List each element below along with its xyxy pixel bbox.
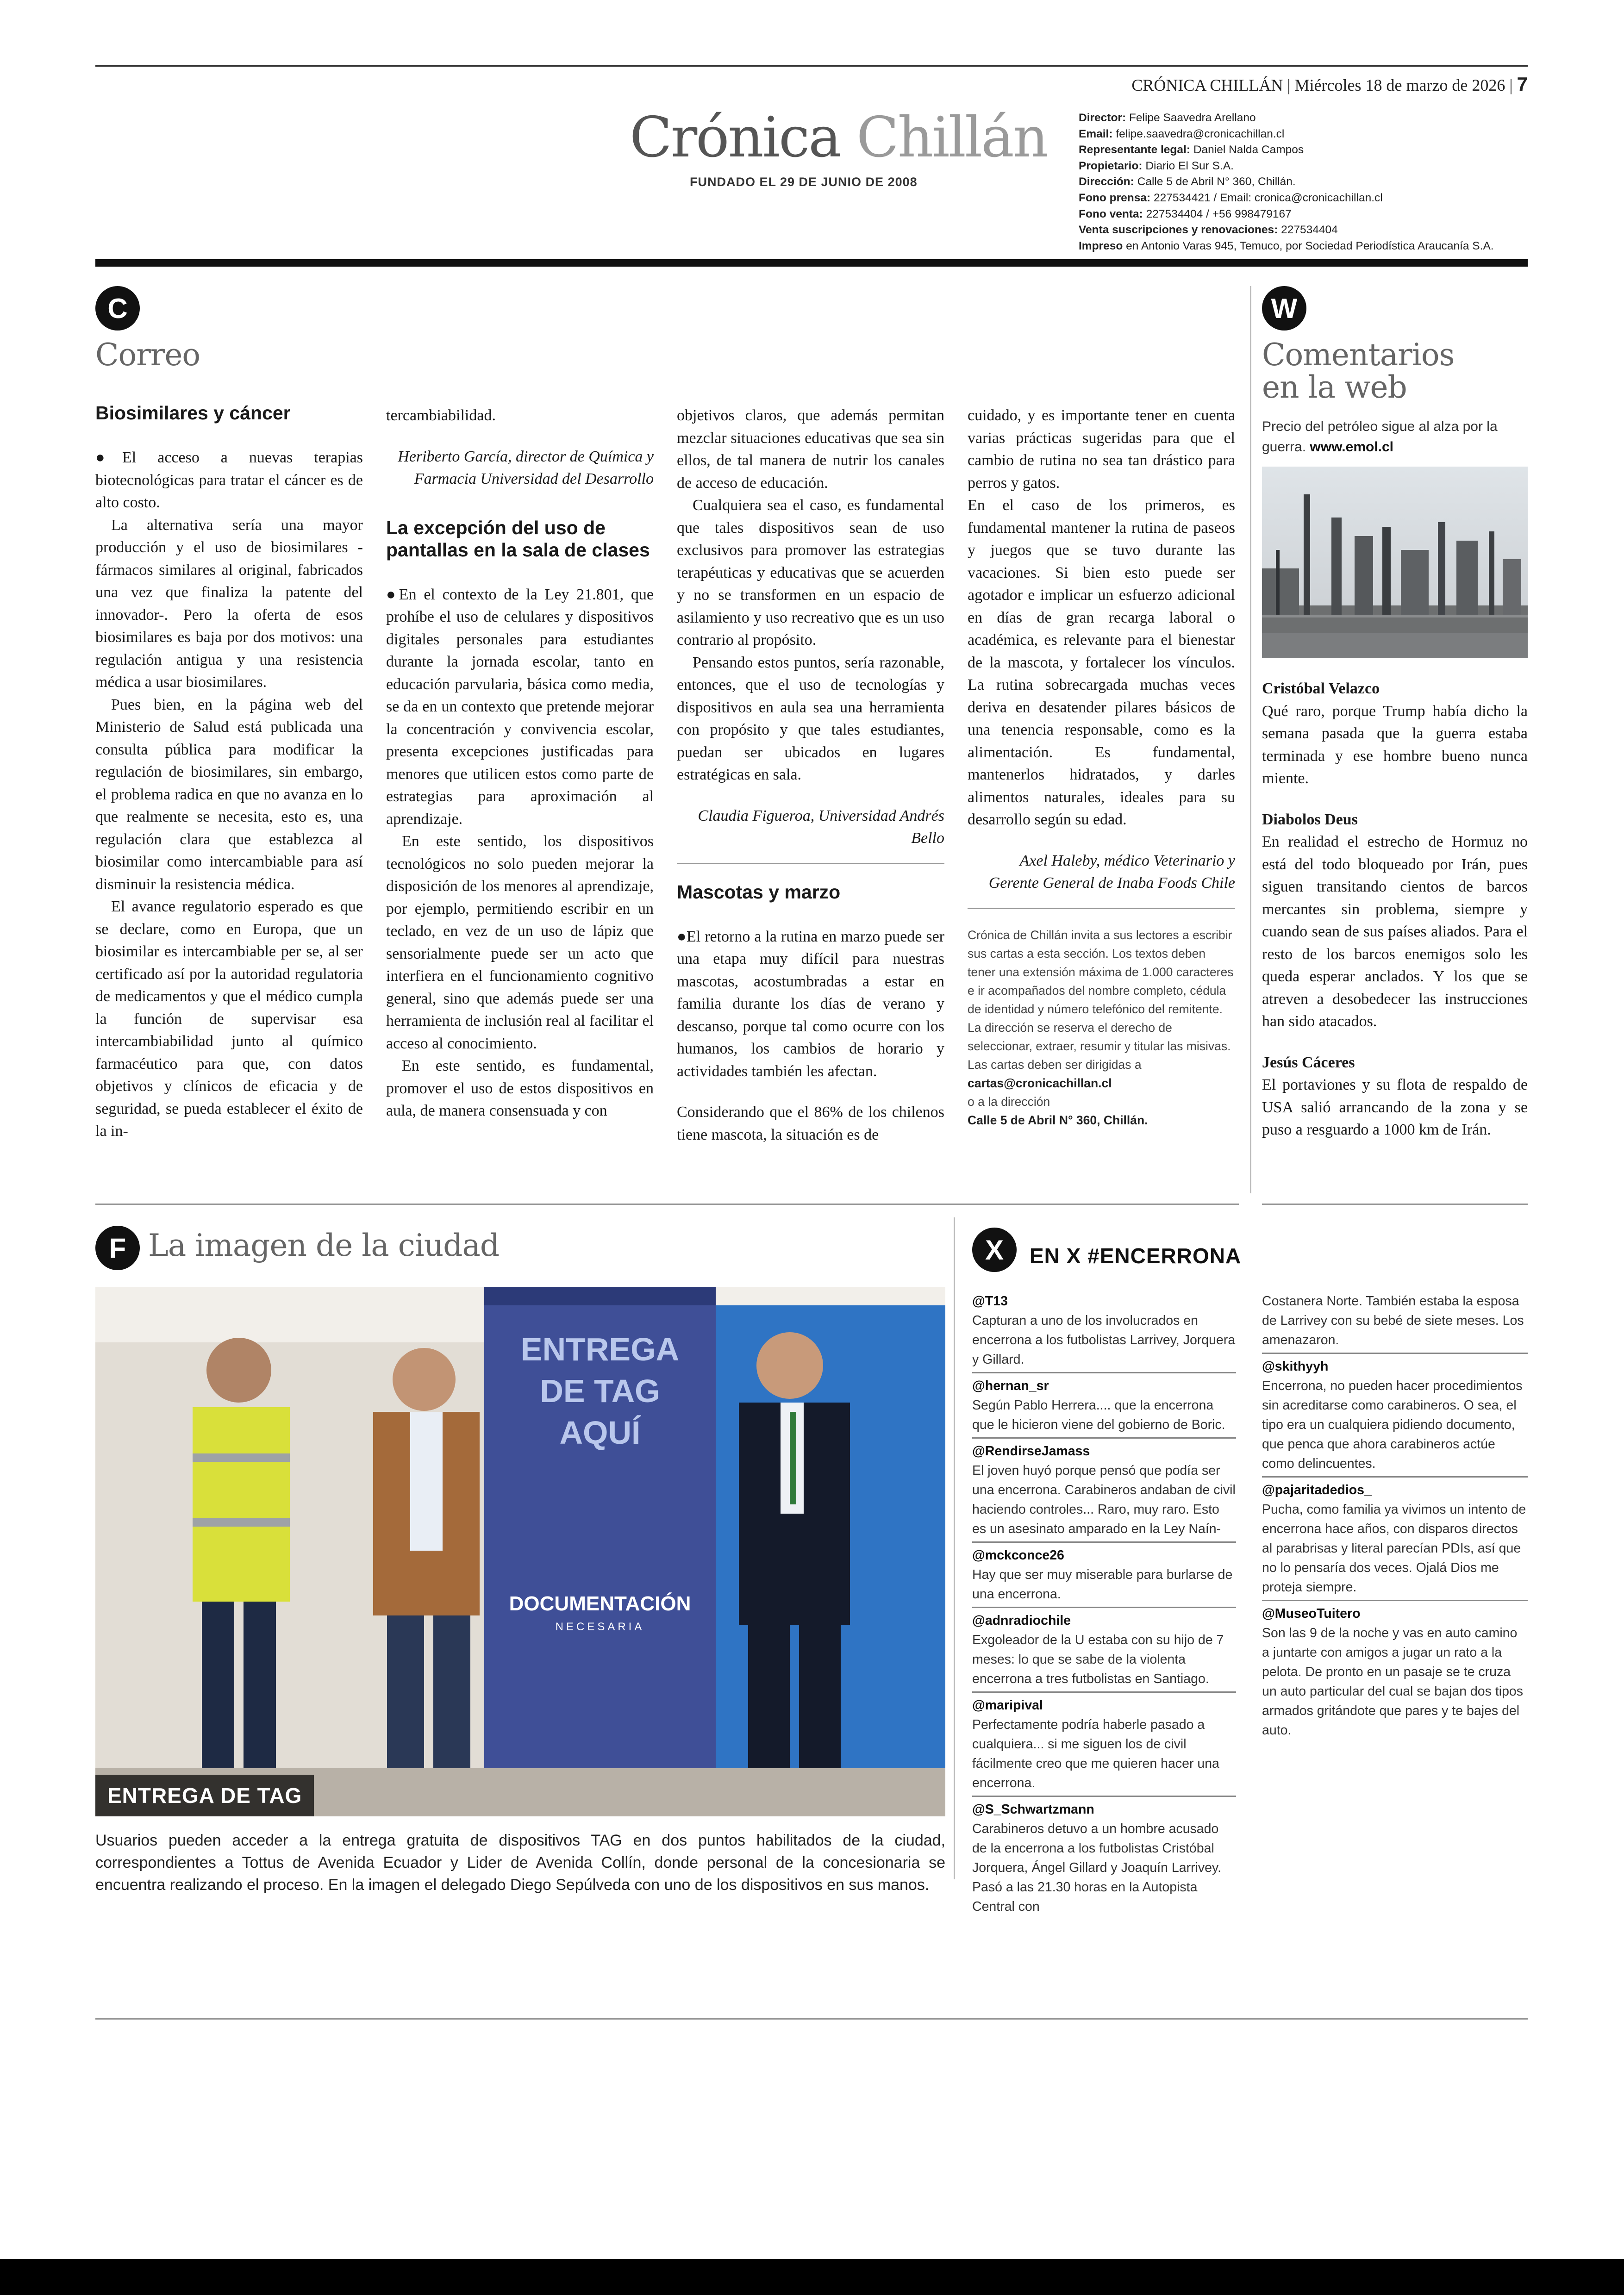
column-divider xyxy=(677,863,944,864)
staff-value: Diario El Sur S.A. xyxy=(1145,159,1234,172)
web-column-divider xyxy=(1250,286,1251,1193)
comment-text: El portaviones y su flota de respaldo de USA salió arrancando de la zona y se puso a resguardo a 1000 km de Irán. xyxy=(1262,1076,1528,1138)
bullet-icon: ● xyxy=(677,927,687,945)
letter-text: En el contexto de la Ley 21.801, que prohíbe el uso de celulares y dispositivos digitales personales para estudiantes durante la jornada escolar, tanto en educación parvularia, básica como media, se da en un contexto que pretende mejorar la concentración y convivencia escolar, presenta excepciones justificadas para menores que utilicen estos como parte de estrategias para aproximación al aprendizaje. xyxy=(386,586,654,828)
bottom-band xyxy=(0,2259,1624,2295)
tweet-handle[interactable]: @adnradiochile xyxy=(972,1607,1236,1630)
banner-text xyxy=(512,1328,688,1453)
staff-value: Felipe Saavedra Arellano xyxy=(1129,112,1256,124)
web-title-line: en la web xyxy=(1262,369,1407,405)
banner-doc xyxy=(493,1592,706,1639)
column-divider xyxy=(968,908,1235,909)
correo-column-3 xyxy=(677,405,944,1146)
photo-caption: Usuarios pueden acceder a la entrega gratuita de dispositivos TAG en dos puntos habilitados de la ciudad, correspondientes a Tottus de Avenida Ecuador y Lider de Avenida Collín, donde personal de la concesionaria se encuentra realizando el proceso. En la imagen el delegado Diego Sepúlveda con uno de los dispositivos en sus manos. xyxy=(95,1832,945,1894)
staff-label: Fono venta: xyxy=(1079,207,1143,220)
bullet-icon: ● xyxy=(386,585,399,603)
comment-author: Jesús Cáceres xyxy=(1262,1054,1355,1071)
comment-text: Qué raro, porque Trump había dicho la semana pasada que la guerra estaba terminada y ese hombre bueno nunca miente. xyxy=(1262,702,1528,787)
tweet-handle[interactable]: @MuseoTuitero xyxy=(1262,1600,1528,1623)
banner-doc-subtitle: NECESARIA xyxy=(555,1621,645,1633)
tweet-handle[interactable]: @RendirseJamass xyxy=(972,1437,1236,1461)
web-comments xyxy=(1262,671,1528,1141)
masthead-founded: FUNDADO EL 29 DE JUNIO DE 2008 xyxy=(690,175,918,189)
letter-signature: Claudia Figueroa, Universidad Andrés Bello xyxy=(698,807,944,847)
staff-value: felipe.saavedra@cronicachillan.cl xyxy=(1116,127,1285,140)
bullet-icon: ● xyxy=(95,449,123,466)
refinery-photo xyxy=(1262,467,1528,658)
staff-label: Propietario: xyxy=(1079,159,1143,172)
masthead-logo xyxy=(630,106,1047,170)
tweet-handle[interactable]: @mckconce26 xyxy=(972,1541,1236,1565)
letter-paragraph xyxy=(677,925,944,1083)
staff-value: 227534404 / +56 998479167 xyxy=(1146,207,1292,220)
tweet-text: Carabineros detuvo a un hombre acusado de la encerrona a los futbolistas Cristóbal Jorquera, Ángel Gillard y Joaquín Larrivey. Pasó a las 21.30 horas en la Autopista Central con xyxy=(972,1821,1222,1914)
x-badge-icon: X xyxy=(972,1228,1017,1272)
tweet-handle[interactable]: @skithyyh xyxy=(1262,1359,1329,1374)
letter-signature: Heriberto García, director de Química y Farmacia Universidad del Desarrollo xyxy=(398,448,654,487)
letter-signature: Axel Haleby, médico Veterinario y Gerente General de Inaba Foods Chile xyxy=(988,852,1235,892)
comment-text: En realidad el estrecho de Hormuz no está del todo bloqueado por Irán, pues siguen transitando cientos de barcos mercantes sin problema, siempre y cuando sean de sus países aliados. Para el resto de los barcos enemigos solo les queda esperar anclados. Y los que se atreven a desobedecer las instrucciones han sido atacados. xyxy=(1262,833,1528,1030)
web-lead xyxy=(1262,417,1528,457)
letter-paragraph xyxy=(95,446,363,514)
x-column-divider xyxy=(954,1217,955,1879)
x-column-1 xyxy=(972,1291,1236,1916)
staff-row xyxy=(1079,126,1528,143)
tweet-handle[interactable]: @maripival xyxy=(972,1691,1236,1715)
staff-label: Dirección: xyxy=(1079,175,1134,188)
section-rule xyxy=(1262,1204,1528,1205)
staff-row xyxy=(1079,222,1528,238)
staff-label: Fono prensa: xyxy=(1079,191,1151,204)
correo-column-1 xyxy=(95,402,363,1143)
staff-value: Calle 5 de Abril N° 360, Chillán. xyxy=(1137,175,1296,188)
banner-line: DE TAG xyxy=(540,1373,660,1409)
x-column-2 xyxy=(1262,1291,1528,1740)
tweet-text: Exgoleador de la U estaba con su hijo de 7 meses: lo que se sabe de la violenta encerrona a tres futbolistas en Santiago. xyxy=(972,1633,1224,1686)
letter-headline: La excepción del uso de pantallas en la sala de clases xyxy=(386,517,650,561)
staff-value: 227534421 / Email: cronica@cronicachillan.cl xyxy=(1153,191,1383,204)
letter-paragraph: Considerando que el 86% de los chilenos tiene mascota, la situación es de xyxy=(677,1104,944,1143)
folio-page-number: 7 xyxy=(1517,73,1528,95)
letter-paragraph: En el caso de los primeros, es fundamental mantener la rutina de paseos y juegos que se tuvo durante las vacaciones. Si bien esto puede ser agotador e implicar un esfuerzo adicional en días de gran recarga laboral o académica, es relevante para el bienestar de la mascota, y fortalecer los vínculos. La rutina sobrecargada muchas veces deriva en desatender pilares básicos de una tenencia responsable, como es la alimentación. Es fundamental, mantenerlos hidratados, y darles alimentos naturales, ideales para su desarrollo según su edad. xyxy=(968,497,1235,828)
tweet-text: Pucha, como familia ya vivimos un intento de encerrona hace años, con disparos directos al parabrisas y literal parecían PDIs, así que no lo pensaría dos veces. Ojalá Dios me proteja siempre. xyxy=(1262,1502,1526,1595)
staff-label: Impreso xyxy=(1079,239,1123,252)
letter-paragraph: Cualquiera sea el caso, es fundamental que tales dispositivos sean de uso exclusivos para promover las estrategias terapéuticas y educativas que se acuerden y no se transformen en un espacio de asilamiento y uso recreativo que es un uso contrario al propósito. xyxy=(677,497,944,649)
imagen-section-title: La imagen de la ciudad xyxy=(148,1228,500,1263)
letter-paragraph: tercambiabilidad. xyxy=(386,407,496,424)
correo-badge-icon: C xyxy=(95,286,140,331)
web-lead-text xyxy=(1262,417,1528,457)
imagen-badge-icon: F xyxy=(95,1226,140,1270)
header-top-rule xyxy=(95,65,1528,67)
staff-box xyxy=(1079,110,1528,254)
letters-notice-address-line xyxy=(968,1111,1235,1129)
footer-rule xyxy=(95,2018,1528,2020)
staff-row xyxy=(1079,110,1528,126)
correo-column-4 xyxy=(968,405,1235,1129)
letter-paragraph: El avance regulatorio esperado es que se declare, como en Europa, que un biosimilar es intercambiable per se, al ser certificado así por la autoridad regulatoria de medicamentos y que el médico cumpla la función de supervisar esa intercambiabilidad junto al químico farmacéutico para que, con datos objetivos y clínicos de eficacia y de seguridad, se pueda establecer el éxito de la in- xyxy=(95,898,363,1140)
folio: CRÓNICA CHILLÁN | Miércoles 18 de marzo de 2026 | 7 xyxy=(1131,73,1528,95)
letter-paragraph: objetivos claros, que además permitan mezclar situaciones educativas que sea sin ellos, de tal manera de nutrir los canales de acceso de educación. xyxy=(677,407,944,492)
letter-headline: Mascotas y marzo xyxy=(677,881,841,903)
letters-email-link[interactable]: cartas@cronicachillan.cl xyxy=(968,1076,1112,1090)
comment-author: Diabolos Deus xyxy=(1262,811,1358,828)
letters-notice-email-line xyxy=(968,1074,1235,1092)
letters-notice-or: o a la dirección xyxy=(968,1094,1050,1109)
masthead-name-light: Chillán xyxy=(856,106,1048,170)
letters-notice: Crónica de Chillán invita a sus lectores a escribir sus cartas a esta sección. Los textos deben tener una extensión máxima de 1.000 caracteres e ir acompañados del nombre completo, cédula de identidad y número telefónico del remitente. La dirección se reserva el derecho de seleccionar, extraer, resumir y titular las misivas. Las cartas deben ser dirigidas a xyxy=(968,928,1234,1072)
staff-row xyxy=(1079,206,1528,223)
letter-text: El acceso a nuevas terapias biotecnológicas para tratar el cáncer es de alto costo. xyxy=(95,449,363,511)
staff-label: Director: xyxy=(1079,112,1126,124)
letter-paragraph: La alternativa sería una mayor producción y el uso de biosimilares -fármacos similares al original, fabricados una vez que finaliza la patente del innovador-. Pero la oferta de esos biosimilares es baja por dos motivos: una regulación antigua y una resistencia médica a usar biosimilares. xyxy=(95,516,363,691)
tweet-text: Perfectamente podría haberle pasado a cualquiera... si me siguen los de civil fácilmente creo que me quieren hacer una encerrona. xyxy=(972,1717,1219,1790)
section-rule xyxy=(95,1204,1239,1205)
refinery-image xyxy=(1262,467,1528,658)
correo-column-2 xyxy=(386,405,654,1123)
staff-row xyxy=(1079,238,1528,255)
staff-row xyxy=(1079,174,1528,190)
staff-value: 227534404 xyxy=(1281,224,1338,237)
header-rule xyxy=(95,259,1528,267)
staff-label: Venta suscripciones y renovaciones: xyxy=(1079,224,1278,237)
photo-tag-label: ENTREGA DE TAG xyxy=(95,1775,314,1816)
tweet-handle[interactable]: @T13 xyxy=(972,1294,1008,1309)
letter-text: El retorno a la rutina en marzo puede ser una etapa muy difícil para nuestras mascotas, acostumbradas a estar en familia durante los días de verano y descanso, porque tal como ocurre con los humanos, los cambios de horario y actividades también les afectan. xyxy=(677,928,944,1080)
web-lead-link[interactable]: www.emol.cl xyxy=(1310,439,1394,455)
letters-address: Calle 5 de Abril N° 360, Chillán. xyxy=(968,1113,1148,1127)
tweet-text: Según Pablo Herrera.... que la encerrona que le hicieron viene del gobierno de Boric. xyxy=(972,1398,1225,1432)
city-photo xyxy=(95,1287,945,1816)
web-title-line: Comentarios xyxy=(1262,337,1455,373)
staff-row xyxy=(1079,190,1528,206)
tweet-handle[interactable]: @hernan_sr xyxy=(972,1372,1236,1396)
correo-section-title: Correo xyxy=(95,337,200,373)
tweet-text: Capturan a uno de los involucrados en encerrona a los futbolistas Larrivey, Jorquera y Gillard. xyxy=(972,1313,1236,1367)
letter-headline: Biosimilares y cáncer xyxy=(95,402,291,424)
folio-newspaper: CRÓNICA CHILLÁN xyxy=(1131,76,1283,94)
tweet-handle[interactable]: @S_Schwartzmann xyxy=(972,1796,1236,1819)
staff-value: Daniel Nalda Campos xyxy=(1193,143,1304,156)
staff-row xyxy=(1079,158,1528,175)
banner-line: AQUÍ xyxy=(559,1415,641,1451)
comment-author: Cristóbal Velazco xyxy=(1262,680,1380,697)
letter-paragraph: En este sentido, es fundamental, promover el uso de estos dispositivos en aula, de manera consensuada y con xyxy=(386,1057,654,1119)
masthead-name-dark: Crónica xyxy=(630,106,840,170)
web-section-title xyxy=(1262,339,1455,404)
staff-label: Email: xyxy=(1079,127,1113,140)
banner-line: ENTREGA xyxy=(520,1331,680,1367)
banner-doc-title: DOCUMENTACIÓN xyxy=(509,1592,691,1615)
staff-label: Representante legal: xyxy=(1079,143,1190,156)
staff-row xyxy=(1079,142,1528,158)
letter-paragraph: Pues bien, en la página web del Ministerio de Salud está publicada una consulta pública para modificar la regulación de biosimilares, sin embargo, el problema radica en que no avanza en lo que realmente se necesita, esto es, una regulación clara que establezca al biosimilar como intercambiable para así disminuir la resistencia médica. xyxy=(95,696,363,893)
web-badge-icon: W xyxy=(1262,286,1306,331)
tweet-text: Encerrona, no pueden hacer procedimientos sin acreditarse como carabineros. O sea, el tipo era un cualquiera pidiendo documento, que penca que ahora carabineros actúe como delincuentes. xyxy=(1262,1378,1523,1471)
web-lead-headline: Precio del petróleo sigue al alza por la guerra. xyxy=(1262,419,1498,455)
tweet-text: Costanera Norte. También estaba la esposa de Larrivey con su bebé de siete meses. Los amenazaron. xyxy=(1262,1291,1528,1354)
tweet-handle[interactable]: @pajaritadedios_ xyxy=(1262,1476,1528,1500)
staff-value: en Antonio Varas 945, Temuco, por Sociedad Periodística Araucanía S.A. xyxy=(1126,239,1494,252)
letter-paragraph xyxy=(386,583,654,831)
letter-paragraph: Pensando estos puntos, sería razonable, entonces, que el uso de tecnologías y dispositivos en aula sea una herramienta con propósito y que tales estudiantes, puedan ser ubicados en lugares estratégicas en sala. xyxy=(677,654,944,783)
x-section-title: EN X #ENCERRONA xyxy=(1030,1244,1242,1268)
tweet-text: Hay que ser muy miserable para burlarse de una encerrona. xyxy=(972,1567,1233,1602)
folio-date: Miércoles 18 de marzo de 2026 xyxy=(1294,76,1505,94)
letter-paragraph: En este sentido, los dispositivos tecnológicos no solo pueden mejorar la disposición de los menores al aprendizaje, por ejemplo, permitiendo escribir en un teclado, en vez de un uso de lápiz que sensorialmente puede ser un acto que interfiera en el funcionamiento cognitivo general, sino que además puede ser una herramienta de inclusión real al facilitar el acceso al conocimiento. xyxy=(386,833,654,1052)
letter-paragraph: cuidado, y es importante tener en cuenta varias prácticas sugeridas para que el cambio de rutina no sea tan drástico para perros y gatos. xyxy=(968,407,1235,492)
tweet-text: El joven huyó porque pensó que podía ser una encerrona. Carabineros andaban de civil haciendo controles... Raro, muy raro. Esto es un asesinato amparado en la Ley Naín- xyxy=(972,1463,1236,1536)
tweet-text: Son las 9 de la noche y vas en auto camino a juntarte con amigos a jugar un rato a la pelota. De pronto en un pasaje se te cruza un auto particular del cual se bajan dos tipos armados gritándote que pares y te bajes del auto. xyxy=(1262,1626,1524,1738)
